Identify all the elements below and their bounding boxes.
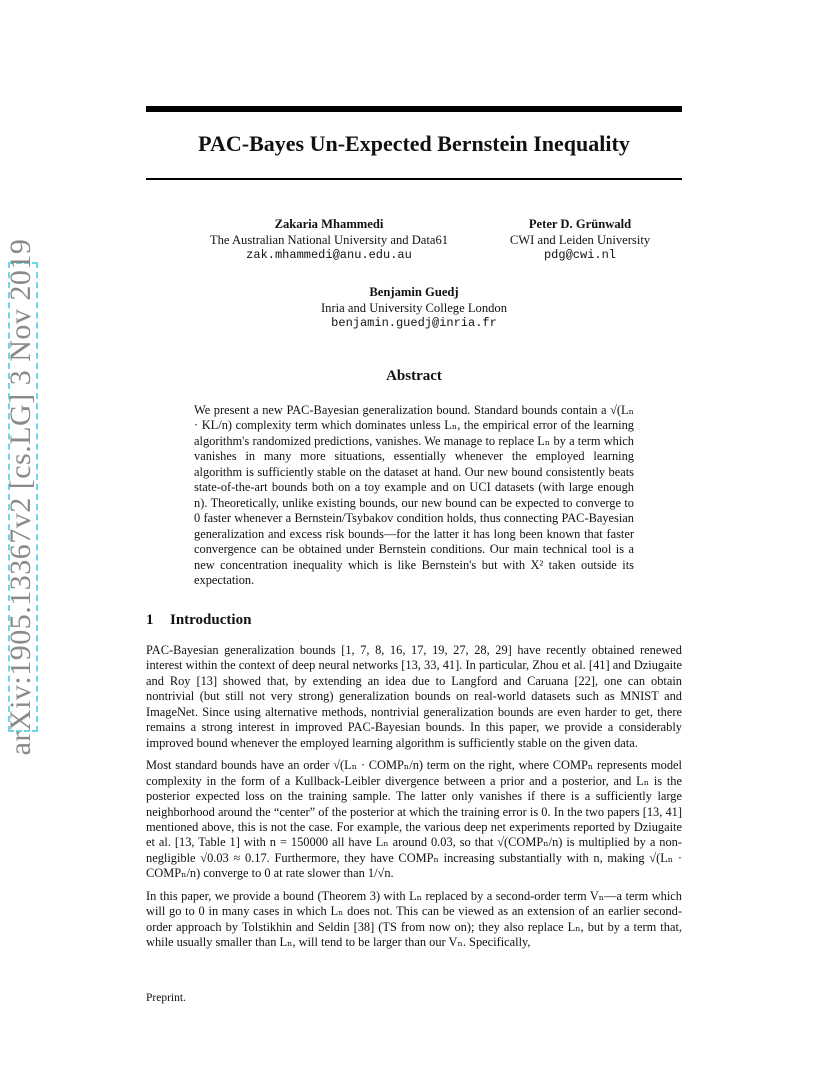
author-block-2 <box>480 217 680 264</box>
author-affiliation: CWI and Leiden University <box>509 232 651 247</box>
author-block-3 <box>264 285 564 332</box>
author-block-1 <box>184 217 474 264</box>
author-name: Zakaria Mhammedi <box>274 217 384 231</box>
author-affiliation: The Australian National University and Data61 <box>209 232 449 247</box>
title-bottom-rule <box>146 178 682 180</box>
arxiv-side-stamp <box>0 238 44 756</box>
abstract-text: We present a new PAC-Bayesian generalization bound. Standard bounds contain a √(Lₙ · KL/n) complexity term which dominates unless Lₙ, the empirical error of the learning algorithm's randomized predictions, vanishes. We manage to replace Lₙ by a term which vanishes in many more situations, essentially whenever the employed learning algorithm is sufficiently stable on the dataset at hand. Our new bound consistently beats state-of-the-art bounds both on a toy example and on UCI datasets (with large enough n). Theoretically, unlike existing bounds, our new bound can be expected to converge to 0 faster whenever a Bernstein/Tsybakov condition holds, thus connecting PAC-Bayesian generalization and excess risk bounds—for the latter it has long been known that faster convergence can be obtained under Bernstein conditions. Our main technical tool is a new concentration inequality which is like Bernstein's but with X² taken outside its expectation. <box>194 403 634 587</box>
intro-paragraph-3: In this paper, we provide a bound (Theorem 3) with Lₙ replaced by a second-order term Vₙ—a term which will go to 0 in many cases in which Lₙ does not. This can be viewed as an extension of an earlier second-order approach by Tolstikhin and Seldin [38] (TS from now on); they also replace Lₙ, but by a term that, while usually smaller than Lₙ, will tend to be larger than our Vₙ. Specifically, <box>146 888 682 950</box>
section-number: 1 <box>146 612 154 628</box>
section-heading <box>146 612 251 629</box>
author-email: pdg@cwi.nl <box>543 248 616 262</box>
intro-paragraph-2: Most standard bounds have an order √(Lₙ · COMPₙ/n) term on the right, where COMPₙ represents model complexity in the form of a Kullback-Leibler divergence between a prior and a posterior, and Lₙ is the posterior expected loss on the training sample. The latter only vanishes if there is a sufficiently large neighborhood around the “center” of the posterior at which the training error is 0. In the two papers [13, 41] mentioned above, this is not the case. For example, the various deep net experiments reported by Dziugaite et al. [13, Table 1] with n = 150000 all have Lₙ around 0.03, so that √(COMPₙ/n) is multiplied by a non-negligible √0.03 ≈ 0.17. Furthermore, they have COMPₙ increasing substantially with n, making √(Lₙ · COMPₙ/n) converge to 0 at rate slower than 1/√n. <box>146 758 682 881</box>
author-email: zak.mhammedi@anu.edu.au <box>246 248 412 262</box>
author-name: Benjamin Guedj <box>369 285 459 299</box>
page-footer: Preprint. <box>146 992 186 1004</box>
intro-body <box>146 643 682 958</box>
author-email: benjamin.guedj@inria.fr <box>331 316 497 330</box>
abstract-body <box>194 403 634 588</box>
author-name: Peter D. Grünwald <box>528 217 632 231</box>
author-affiliation: Inria and University College London <box>320 300 508 315</box>
intro-paragraph-1: PAC-Bayesian generalization bounds [1, 7, 8, 16, 17, 19, 27, 28, 29] have recently obtained renewed interest within the context of deep neural networks [13, 33, 41]. In particular, Zhou et al. [41] and Dziugaite and Roy [13] showed that, by extending an idea due to Langford and Caruana [22], one can obtain nontrivial (but still not very strong) generalization bounds on real-world datasets such as MNIST and ImageNet. Since using alternative methods, nontrivial generalization bounds are even harder to get, there remains a strong interest in improved PAC-Bayesian bounds. In this paper, we provide a considerably improved bound whenever the employed learning algorithm is sufficiently stable on the given data. <box>146 643 682 750</box>
title-top-rule <box>146 106 682 112</box>
arxiv-stamp-text: arXiv:1905.13367v2 [cs.LG] 3 Nov 2019 <box>4 238 37 756</box>
paper-title: PAC-Bayes Un-Expected Bernstein Inequality <box>198 131 630 156</box>
section-title: Introduction <box>170 612 252 628</box>
abstract-heading: Abstract <box>386 368 442 384</box>
